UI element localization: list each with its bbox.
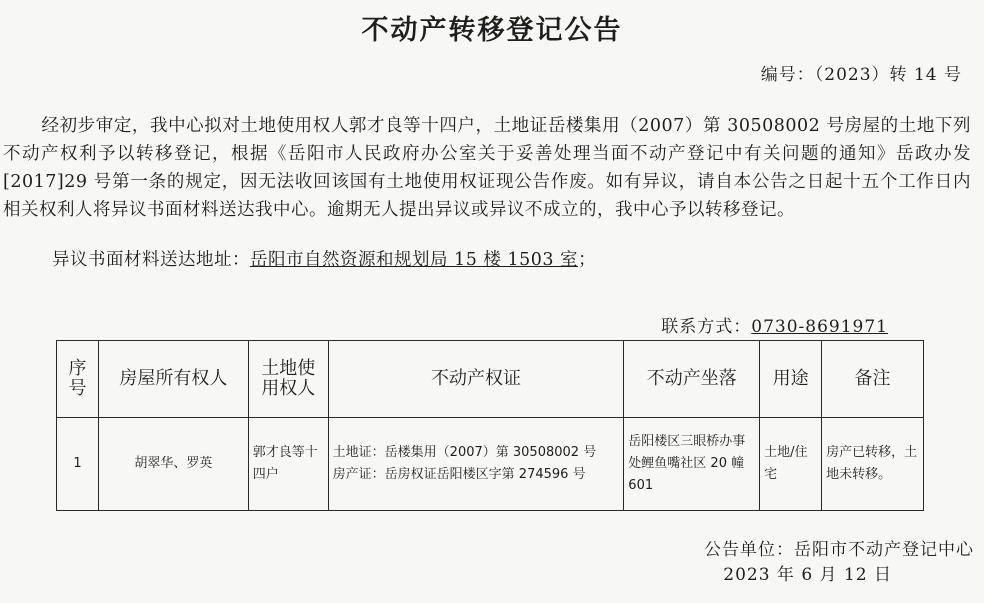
notice-title: 不动产转移登记公告	[361, 15, 623, 46]
header-location: 不动产坐落	[624, 341, 760, 418]
header-remarks: 备注	[822, 341, 924, 418]
cell-cert	[328, 418, 624, 511]
address-suffix: ；	[578, 250, 597, 270]
header-seq: 序号	[57, 341, 99, 418]
unit-value: 岳阳市不动产登记中心	[794, 540, 974, 560]
header-land-user: 土地使用权人	[248, 341, 328, 418]
contact-label: 联系方式：	[661, 317, 752, 337]
notice-body-paragraph: 经初步审定，我中心拟对土地使用权人郭才良等十四户，土地证岳楼集用（2007）第 30508002 号房屋的土地下列不动产权利予以转移登记，根据《岳阳市人民政府办公室关于妥善处理当面不动产登记中有关问题的通知》岳政办发[2017]29 号第一条的规定，因无法收回该国有土地使用权证现公告作废。如有异议，请自本公告之日起十五个工作日内相关权利人将异议书面材料送达我中心。逾期无人提出异议或异议不成立的，我中心予以转移登记。	[3, 116, 971, 220]
cell-land-user: 郭才良等十四户	[248, 418, 328, 511]
issuing-unit	[704, 535, 974, 560]
address-value: 岳阳市自然资源和规划局 15 楼 1503 室	[250, 250, 579, 270]
document-number: 编号：（2023）转 14 号	[760, 65, 962, 85]
objection-address	[52, 246, 596, 271]
cell-location: 岳阳楼区三眼桥办事处鲤鱼嘴社区 20 幢 601	[624, 418, 760, 511]
contact-phone: 0730-8691971	[751, 317, 888, 337]
issue-date: 2023 年 6 月 12 日	[723, 565, 892, 585]
unit-label: 公告单位：	[704, 540, 794, 560]
header-cert: 不动产权证	[328, 341, 624, 418]
cert-land: 土地证：岳楼集用（2007）第 30508002 号	[332, 445, 597, 460]
registration-table	[56, 340, 924, 511]
header-usage: 用途	[760, 341, 822, 418]
address-label: 异议书面材料送达地址：	[52, 250, 250, 270]
contact-info	[661, 312, 888, 337]
cell-remarks: 房产已转移，土地未转移。	[822, 418, 924, 511]
table-header-row	[57, 341, 924, 418]
cell-seq: 1	[57, 418, 99, 511]
notice-body	[3, 112, 971, 224]
table-row	[57, 418, 924, 511]
cell-usage: 土地/住宅	[760, 418, 822, 511]
header-owner: 房屋所有权人	[98, 341, 248, 418]
cert-house: 房产证：岳房权证岳阳楼区字第 274596 号	[332, 467, 586, 482]
cell-owner: 胡翠华、罗英	[98, 418, 248, 511]
